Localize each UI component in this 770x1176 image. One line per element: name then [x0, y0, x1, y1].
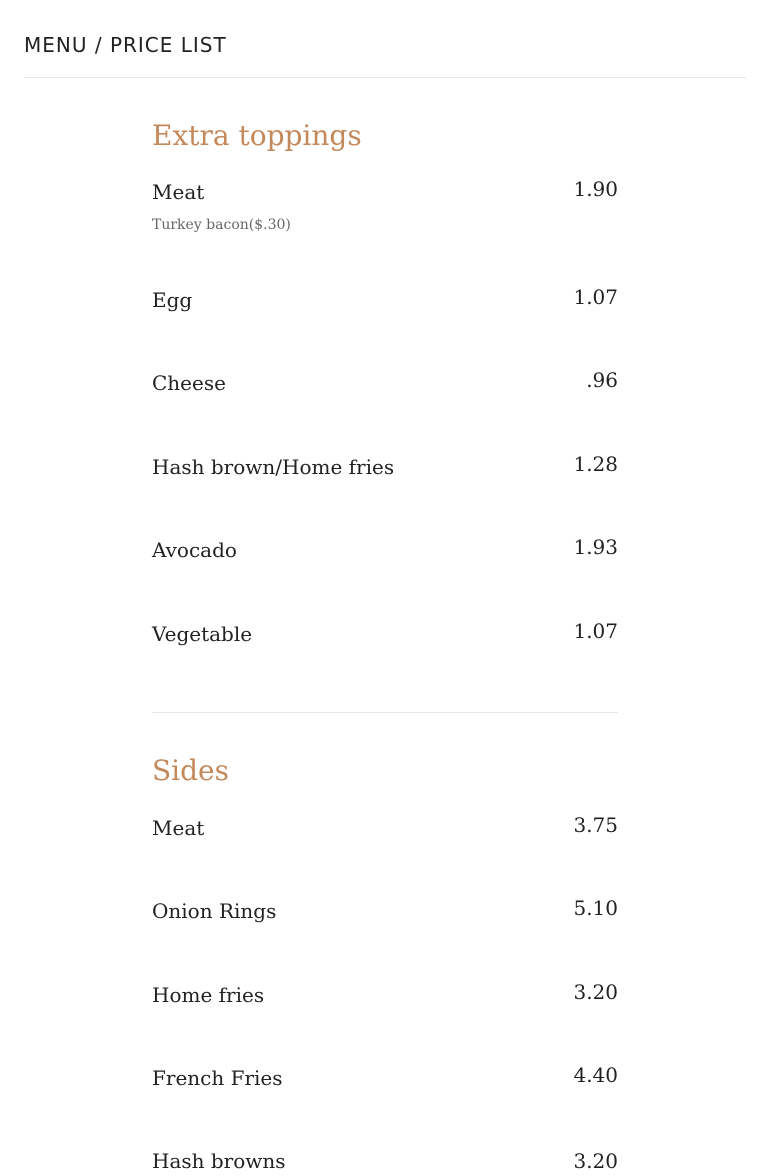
menu-item [152, 536, 618, 596]
item-price: 1.28 [573, 452, 618, 476]
item-name: Meat [152, 816, 205, 840]
item-note: Turkey bacon($.30) [152, 217, 291, 233]
item-name: Cheese [152, 371, 226, 395]
item-price: 3.20 [573, 1149, 618, 1173]
item-price: 3.20 [573, 980, 618, 1004]
item-name: Egg [152, 288, 193, 312]
item-price: 5.10 [573, 896, 618, 920]
section-divider [152, 712, 618, 713]
menu-item [152, 981, 618, 1041]
item-price: 1.07 [573, 619, 618, 643]
page-header [24, 0, 746, 78]
item-price: 3.75 [573, 813, 618, 837]
item-name: Avocado [152, 538, 237, 562]
item-name: Hash browns [152, 1149, 286, 1173]
menu-item [152, 814, 618, 874]
item-price: 4.40 [573, 1063, 618, 1087]
menu-item [152, 1064, 618, 1124]
page-title: MENU / PRICE LIST [24, 33, 227, 57]
item-name: Home fries [152, 983, 265, 1007]
menu-item [152, 1147, 618, 1176]
item-price: 1.07 [573, 285, 618, 309]
item-name: French Fries [152, 1066, 283, 1090]
menu-item [152, 453, 618, 513]
menu-item [152, 620, 618, 680]
menu-item [152, 286, 618, 346]
item-name: Meat [152, 180, 205, 204]
item-name: Onion Rings [152, 899, 277, 923]
item-name: Hash brown/Home fries [152, 455, 395, 479]
item-price: 1.93 [573, 535, 618, 559]
section-title: Extra toppings [152, 119, 362, 152]
menu-item [152, 897, 618, 957]
menu-item [152, 178, 618, 238]
menu-item [152, 369, 618, 429]
item-name: Vegetable [152, 622, 253, 646]
item-price: .96 [586, 368, 618, 392]
item-price: 1.90 [573, 177, 618, 201]
section-title: Sides [152, 754, 229, 787]
